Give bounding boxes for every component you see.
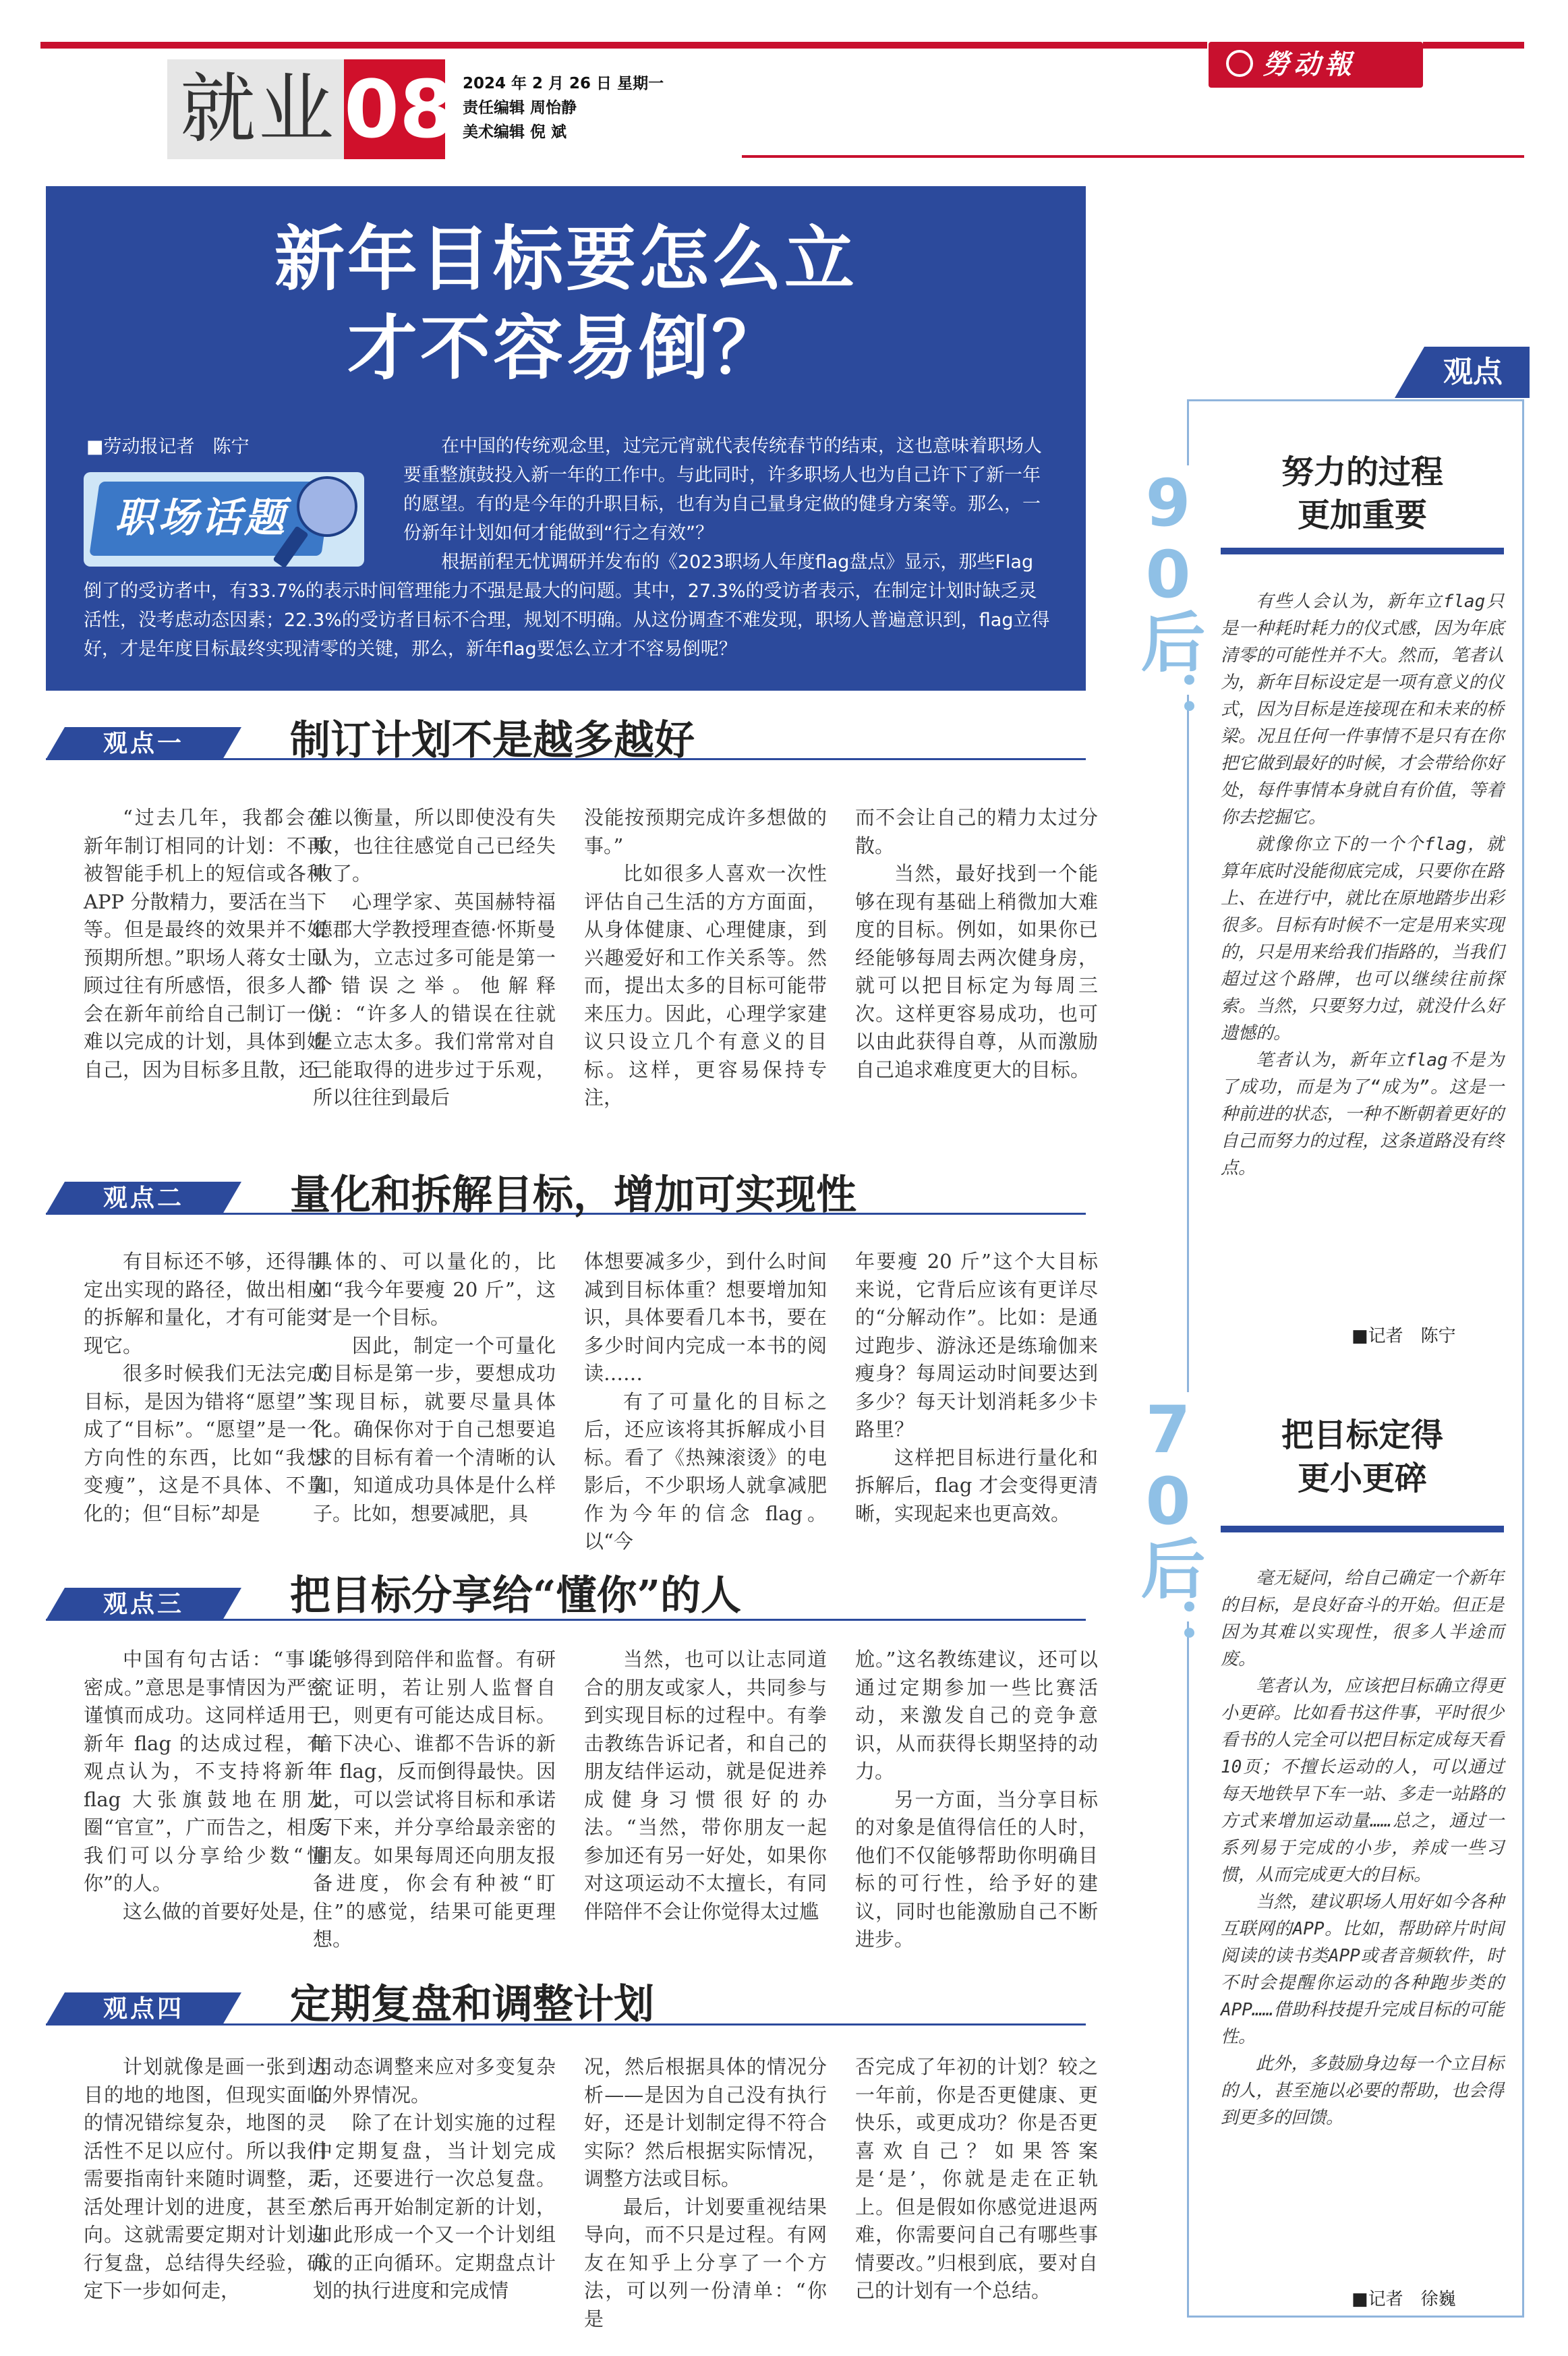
paragraph: 这样把目标进行量化和拆解后，flag 才会变得更清晰，实现起来也更高效。	[855, 1445, 1098, 1525]
section-title: 定期复盘和调整计划	[290, 1981, 654, 2028]
sidebar-body	[1221, 588, 1504, 1182]
paragraph: 难以衡量，所以即使没有失败，也往往感觉自己已经失败了。	[313, 806, 556, 885]
masthead-name: 勞动報	[1262, 49, 1356, 80]
article-column	[584, 2053, 827, 2333]
article-column	[84, 2053, 326, 2305]
meta-red-rule	[742, 155, 1524, 158]
sidebar-title-line-2: 更加重要	[1297, 496, 1427, 534]
paragraph: 毫无疑问，给自己确定一个新年的目标，是良好奋斗的开始。但正是因为其难以实现性，很多人半途而废。	[1221, 1568, 1504, 1669]
paragraph: 因此，制定一个可量化的目标是第一步，要想成功实现目标，就要尽量具体化。确保你对于自己想要追求的目标有着一个清晰的认知，知道成功具体是什么样子。比如，想要减肥，具	[313, 1333, 556, 1525]
sidebar-title-line-1: 把目标定得	[1281, 1416, 1443, 1454]
sidebar-title-line-1: 努力的过程	[1281, 453, 1443, 491]
paragraph: 有些人会认为，新年立flag只是一种耗时耗力的仪式感，因为年底清零的可能性并不大。然而，笔者认为，新年目标设定是一项有意义的仪式，因为目标是连接现在和未来的桥梁。况且任何一件事情不是只有在你把它做到最好的时候，才会带给你好处，每件事情本身就自有价值，等着你去挖掘它。	[1221, 592, 1504, 828]
paragraph: 体想要减多少，到什么时间减到目标体重？想要增加知识，具体要看几本书，要在多少时间内完成一本书的阅读……	[584, 1250, 827, 1385]
paragraph: 况，然后根据具体的情况分析——是因为自己没有执行好，还是计划制定得不符合实际？然后根据实际情况，调整方法或目标。	[584, 2055, 827, 2190]
article-column	[855, 2053, 1098, 2305]
viewpoint-tag-label: 观点一	[103, 729, 184, 757]
article-column	[84, 804, 326, 1084]
logo-mark-icon	[1226, 50, 1253, 77]
paragraph: 当然，最好找到一个能够在现有基础上稍微加大难度的目标。例如，如果你已经能够每周去两次健身房，就可以把目标定为每周三次。这样更容易成功，也可以由此获得自尊，从而激励自己追求难度更大的目标。	[855, 862, 1098, 1081]
paragraph: 就像你立下的一个个flag，就算年底时没能彻底完成，只要你在路上、在进行中，就比在原地踏步出彩很多。目标有时候不一定是用来实现的，只是用来给我们指路的，当我们超过这个路牌，也可以继续往前探索。当然，只要努力过，就没什么好遗憾的。	[1221, 834, 1504, 1043]
paragraph: 很多时候我们无法完成目标，是因为错将“愿望”当成了“目标”。“愿望”是一个方向性的东西，比如“我想变瘦”，这是不具体、不量化的；但“目标”却是	[84, 1362, 326, 1525]
section-label: 就业	[180, 65, 337, 153]
article-column	[584, 1646, 827, 1926]
paragraph: 心理学家、英国赫特福德郡大学教授理查德·怀斯曼认为，立志过多可能是第一个错误之举。他解释说：“许多人的错误在往就是立志太多。我们常常对自己能取得的进步过于乐观，所以往往到最后	[313, 890, 556, 1109]
lead-paragraph-3: 倒了的受访者中，有33.7%的表示时间管理能力不强是最大的问题。其中，27.3%的受访者表示，在制定计划时缺乏灵活性，没考虑动态因素；22.3%的受访者目标不合理，规划不明确。从这份调查不难发现，职场人普遍意识到，flag立得好，才是年度目标最终实现清零的关键，那么，新年flag要怎么立才不容易倒呢？	[84, 581, 1050, 660]
paragraph: 具体的、可以量化的，比如“我今年要瘦 20 斤”，这才是一个目标。	[313, 1250, 556, 1329]
viewpoint-tag-label: 观点二	[103, 1184, 184, 1212]
paragraph: 没能按预期完成许多想做的事。”	[584, 806, 827, 857]
lead-paragraph-2: 根据前程无忧调研并发布的《2023职场人年度flag盘点》显示，那些Flag	[441, 552, 1034, 573]
sidebar-tag-label: 观点	[1443, 355, 1503, 389]
paragraph: 笔者认为，应该把目标确立得更小更碎。比如看书这件事，平时很少看书的人完全可以把目标定成每天看10页；不擅长运动的人，可以通过每天地铁早下车一站、多走一站路的方式来增加运动量……总之，通过一系列易于完成的小步，养成一些习惯，从而完成更大的目标。	[1221, 1676, 1504, 1885]
article-column	[313, 804, 556, 1112]
section-title: 把目标分享给“懂你”的人	[290, 1572, 742, 1619]
sidebar-title-line-2: 更小更碎	[1297, 1460, 1427, 1497]
paragraph: 除了在计划实施的过程中定期复盘，当计划完成后，还要进行一次总复盘。然后再开始制定新的计划，如此形成一个又一个计划组成的正向循环。定期盘点计划的执行进度和完成情	[313, 2111, 556, 2302]
paragraph: “过去几年，我都会在新年制订相同的计划：不再被智能手机上的短信或各种 APP 分散精力，要活在当下等。但是最终的效果并不如预期所想。”职场人蒋女士回顾过往有所感悟，很多人都会在新年前给自己制订一份难以完成的计划，具体到她自己，因为目标多且散，还	[84, 806, 326, 1081]
sidebar-item-title	[1221, 451, 1504, 537]
sidebar-signoff: ■记者 陈宁	[1352, 1326, 1456, 1346]
paragraph: 用动态调整来应对多变复杂的外界情况。	[313, 2055, 556, 2106]
viewpoint-tag-label: 观点三	[103, 1590, 184, 1618]
paragraph: 有目标还不够，还得制定出实现的路径，做出相应的拆解和量化，才有可能实现它。	[84, 1250, 326, 1357]
date-line: 2024 年 2 月 26 日 星期一	[463, 75, 664, 92]
paragraph: 尬。”这名教练建议，还可以通过定期参加一些比赛活动，来激发自己的竞争意识，从而获得长期坚持的动力。	[855, 1648, 1098, 1783]
article-column	[584, 804, 827, 1112]
sidebar-item-title	[1221, 1414, 1504, 1500]
headline-line-1: 新年目标要怎么立	[274, 217, 857, 300]
paragraph: 中国有句古话：“事以密成。”意思是事情因为严密谨慎而成功。这同样适用于新年 flag 的达成过程，有观点认为，不支持将新年 flag 大张旗鼓地在朋友圈“官宣”，广而告之，相反我们可以分享给少数“懂你”的人。	[84, 1648, 326, 1895]
paragraph: 有了可量化的目标之后，还应该将其拆解成小目标。看了《热辣滚烫》的电影后，不少职场人就拿减肥作为今年的信念 flag。以“今	[584, 1389, 827, 1553]
top-red-rule-right	[1423, 42, 1524, 49]
sidebar-vertical-label: 90后：	[1130, 465, 1206, 730]
article-column	[855, 804, 1098, 1084]
article-column	[313, 1646, 556, 1954]
paragraph: 当然，建议职场人用好如今各种互联网的APP。比如，帮助碎片时间阅读的读书类APP或者音频软件，时不时会提醒你运动的各种跑步类的APP……借助科技提升完成目标的可能性。	[1221, 1892, 1504, 2047]
section-title: 制订计划不是越多越好	[290, 717, 695, 764]
headline	[46, 214, 1086, 393]
paragraph: 计划就像是画一张到达目的地的地图，但现实面临的情况错综复杂，地图的灵活性不足以应付。所以我们需要指南针来随时调整，灵活处理计划的进度，甚至方向。这就需要定期对计划进行复盘，总结得失经验，确定下一步如何走，	[84, 2055, 326, 2302]
paragraph: 而不会让自己的精力太过分散。	[855, 806, 1098, 857]
article-column	[84, 1248, 326, 1528]
article-column	[313, 2053, 556, 2305]
editor-line: 责任编辑 周怡静	[463, 99, 577, 117]
topic-badge-label: 职场话题	[115, 494, 287, 542]
article-column	[84, 1646, 326, 1926]
section-title: 量化和拆解目标，增加可实现性	[290, 1172, 856, 1219]
paragraph: 否完成了年初的计划？较之一年前，你是否更健康、更快乐，或更成功？你是否更喜欢自己？如果答案是‘是’，你就是走在正轨上。但是假如你感觉进退两难，你需要问自己有哪些事情要改。”归根到底，要对自己的计划有一个总结。	[855, 2055, 1098, 2302]
viewpoint-tag-label: 观点四	[103, 1994, 184, 2023]
article-column	[855, 1646, 1098, 1954]
paragraph: 此外，多鼓励身边每一个立目标的人，甚至施以必要的帮助，也会得到更多的回馈。	[1221, 2054, 1504, 2128]
paragraph: 比如很多人喜欢一次性评估自己生活的方方面面，从身体健康、心理健康，到兴趣爱好和工作关系等。然而，提出太多的目标可能带来压力。因此，心理学家建议只设立几个有意义的目标。这样，更容易保持专注，	[584, 862, 827, 1109]
lead-paragraph-1: 在中国的传统观念里，过完元宵就代表传统春节的结束，这也意味着职场人要重整旗鼓投入新一年的工作中。与此同时，许多职场人也为自己许下了新一年的愿望。有的是今年的升职目标，也有为自己量身定做的健身方案等。那么，一份新年计划如何才能做到“行之有效”？	[403, 436, 1042, 544]
paragraph: 另一方面，当分享目标的对象是值得信任的人时，他们不仅能够帮助你明确目标的可行性，给予好的建议，同时也能激励自己不断进步。	[855, 1787, 1098, 1951]
paragraph: 当然，也可以让志同道合的朋友或家人，共同参与到实现目标的过程中。有拳击教练告诉记者，和自己的朋友结伴运动，就是促进养成健身习惯很好的办法。“当然，带你朋友一起参加还有另一好处，如果你对这项运动不太擅长，有同伴陪伴不会让你觉得太过尴	[584, 1648, 827, 1923]
headline-line-2: 才不容易倒？	[347, 306, 784, 389]
article-column	[855, 1248, 1098, 1528]
sidebar-body	[1221, 1565, 1504, 2131]
paragraph: 能够得到陪伴和监督。有研究证明，若让别人监督自己，则更有可能达成目标。暗下决心、谁都不告诉的新年 flag，反而倒得最快。因此，可以尝试将目标和承诺写下来，并分享给最亲密的朋友。如果每周还向朋友报备进度，你会有种被“盯住”的感觉，结果可能更理想。	[313, 1648, 556, 1951]
top-red-rule	[40, 42, 1207, 49]
sidebar-rule	[1221, 548, 1504, 554]
issue-meta	[463, 71, 664, 144]
sidebar-vertical-label: 70后：	[1130, 1392, 1206, 1657]
sidebar-rule	[1221, 1526, 1504, 1532]
paragraph: 年要瘦 20 斤”这个大目标来说，它背后应该有更详尽的“分解动作”。比如：是通过跑步、游泳还是练瑜伽来瘦身？每周运动时间要达到多少？每天计划消耗多少卡路里？	[855, 1250, 1098, 1441]
paragraph: 笔者认为，新年立flag不是为了成功，而是为了“成为”。这是一种前进的状态，一种不断朝着更好的自己而努力的过程，这条道路没有终点。	[1221, 1050, 1504, 1178]
art-editor-line: 美术编辑 倪 斌	[463, 123, 567, 141]
article-column	[584, 1248, 827, 1556]
article-column	[313, 1248, 556, 1528]
microphone-icon	[297, 476, 357, 537]
paragraph: 这么做的首要好处是，	[123, 1899, 319, 1923]
paragraph: 最后，计划要重视结果导向，而不只是过程。有网友在知乎上分享了一个方法，可以列一份清单：“你是	[584, 2195, 827, 2330]
page-number: 08	[344, 63, 455, 156]
sidebar-signoff: ■记者 徐巍	[1352, 2289, 1456, 2309]
byline: ■劳动报记者 陈宁	[86, 436, 250, 457]
